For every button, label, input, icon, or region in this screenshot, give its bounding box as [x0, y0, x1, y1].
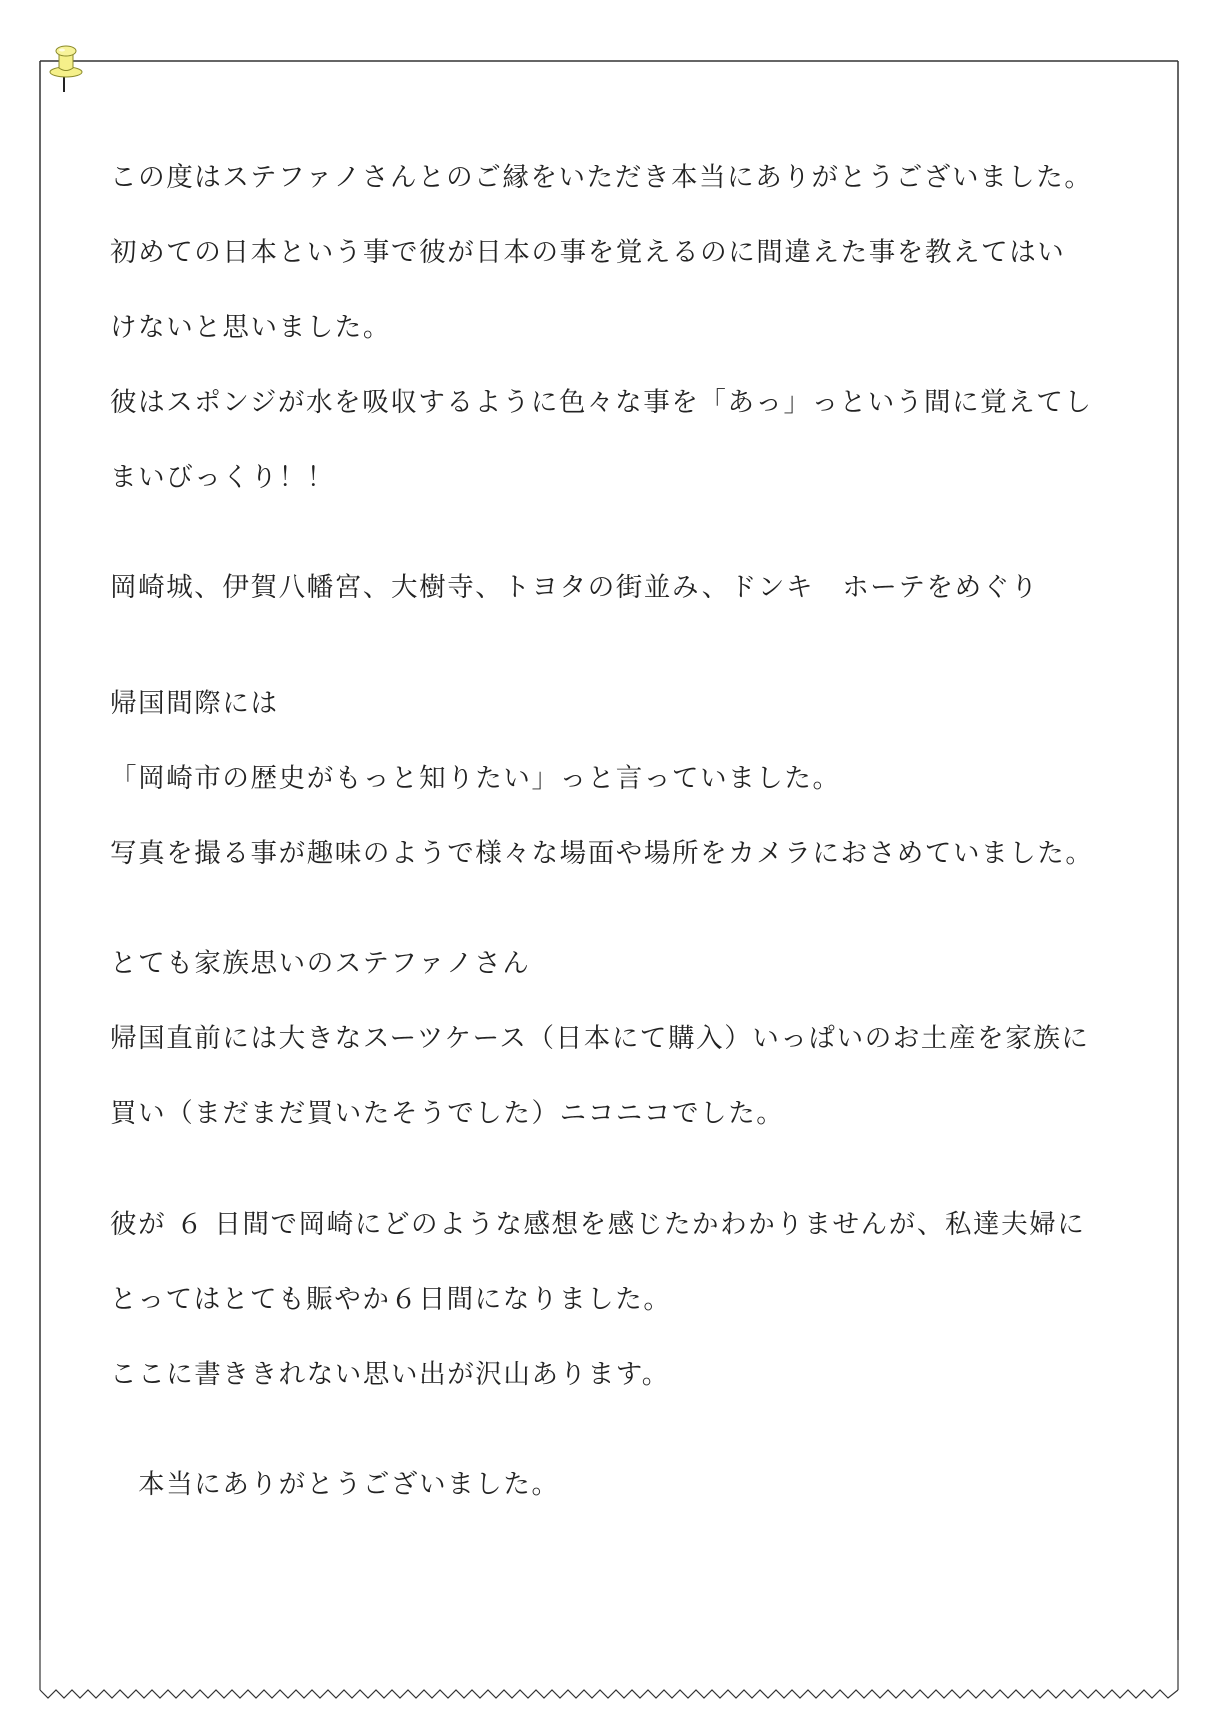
letter-line: けないと思いました。	[110, 312, 391, 343]
letter-line: まいびっくり！！	[110, 462, 335, 493]
letter-line: 本当にありがとうございました。	[110, 1469, 560, 1500]
letter-line: 「岡崎市の歴史がもっと知りたい」っと言っていました。	[110, 763, 841, 794]
letter-line: この度はステファノさんとのご縁をいただき本当にありがとうございました。	[110, 162, 1093, 193]
letter-line: 帰国間際には	[110, 688, 279, 719]
letter-line: 買い（まだまだ買いたそうでした）ニコニコでした。	[110, 1098, 785, 1129]
letter-line: 彼はスポンジが水を吸収するように色々な事を「あっ」っという間に覚えてし	[110, 387, 1093, 418]
letter-line: 初めての日本という事で彼が日本の事を覚えるのに間違えた事を教えてはい	[110, 237, 1066, 268]
letter-line: 帰国直前には大きなスーツケース（日本にて購入）いっぱいのお土産を家族に	[110, 1023, 1090, 1054]
letter-line: とても家族思いのステファノさん	[110, 948, 531, 979]
letter-line: とってはとても賑やか６日間になりました。	[110, 1284, 672, 1315]
pushpin-icon	[48, 44, 84, 94]
letter-line: ここに書ききれない思い出が沢山あります。	[110, 1359, 670, 1390]
torn-edge	[40, 1690, 1178, 1698]
letter-line: 彼が ６ 日間で岡崎にどのような感想を感じたかわかりませんが、私達夫婦に	[110, 1209, 1086, 1240]
letter-line: 写真を撮る事が趣味のようで様々な場面や場所をカメラにおさめていました。	[110, 838, 1094, 869]
letter-line: 岡崎城、伊賀八幡宮、大樹寺、トヨタの街並み、ドンキ ホーテをめぐり	[110, 572, 1039, 603]
